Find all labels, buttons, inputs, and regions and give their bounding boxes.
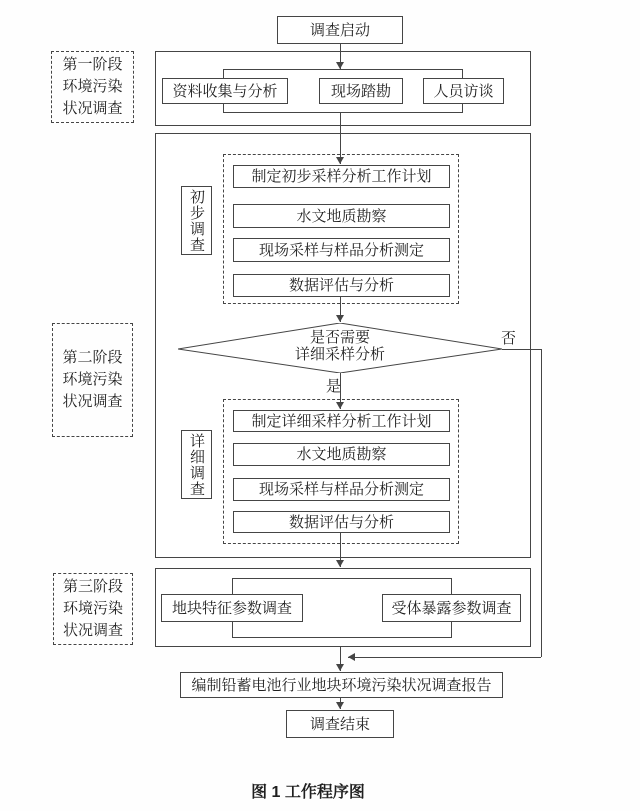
stage2-label: 第二阶段 环境污染 状况调查	[52, 323, 133, 437]
preliminary-hydrogeology-node: 水文地质勘察	[233, 204, 450, 228]
start-node: 调查启动	[277, 16, 403, 44]
no-branch-line-side	[541, 349, 542, 657]
report-node: 编制铅蓄电池行业地块环境污染状况调查报告	[180, 672, 503, 698]
arrowhead-to-stage3-icon	[336, 560, 344, 567]
receptor-exposure-node: 受体暴露参数调查	[382, 594, 521, 622]
decision-yes-label: 是	[326, 378, 342, 395]
arrowhead-to-end-icon	[336, 702, 344, 709]
no-branch-line-top	[502, 349, 541, 350]
arrowhead-to-detailed-icon	[336, 402, 344, 409]
site-parameters-node: 地块特征参数调查	[161, 594, 303, 622]
detailed-sampling-node: 现场采样与样品分析测定	[233, 478, 450, 501]
decision-no-label: 否	[501, 330, 517, 347]
site-reconnaissance-node: 现场踏勘	[319, 78, 403, 104]
data-collection-node: 资料收集与分析	[162, 78, 288, 104]
arrowhead-to-stage1-icon	[336, 62, 344, 69]
preliminary-evaluation-node: 数据评估与分析	[233, 274, 450, 297]
detailed-evaluation-node: 数据评估与分析	[233, 511, 450, 533]
stage1-label: 第一阶段 环境污染 状况调查	[51, 51, 134, 123]
stage3-label: 第三阶段 环境污染 状况调查	[53, 573, 133, 645]
arrowhead-to-preliminary-icon	[336, 157, 344, 164]
arrowhead-no-branch-icon	[348, 653, 355, 661]
detailed-plan-node: 制定详细采样分析工作计划	[233, 410, 450, 432]
preliminary-sampling-node: 现场采样与样品分析测定	[233, 238, 450, 262]
preliminary-plan-node: 制定初步采样分析工作计划	[233, 165, 450, 188]
arrowhead-to-report-icon	[336, 664, 344, 671]
arrowhead-to-decision-icon	[336, 315, 344, 322]
no-branch-line-bottom	[348, 657, 541, 658]
detailed-title: 详细调查	[181, 430, 212, 499]
personnel-interview-node: 人员访谈	[423, 78, 504, 104]
decision-question: 是否需要 详细采样分析	[294, 329, 385, 363]
detailed-hydrogeology-node: 水文地质勘察	[233, 443, 450, 466]
figure-caption: 图 1 工作程序图	[251, 784, 365, 801]
end-node: 调查结束	[286, 710, 394, 738]
preliminary-title: 初步调查	[181, 186, 212, 255]
